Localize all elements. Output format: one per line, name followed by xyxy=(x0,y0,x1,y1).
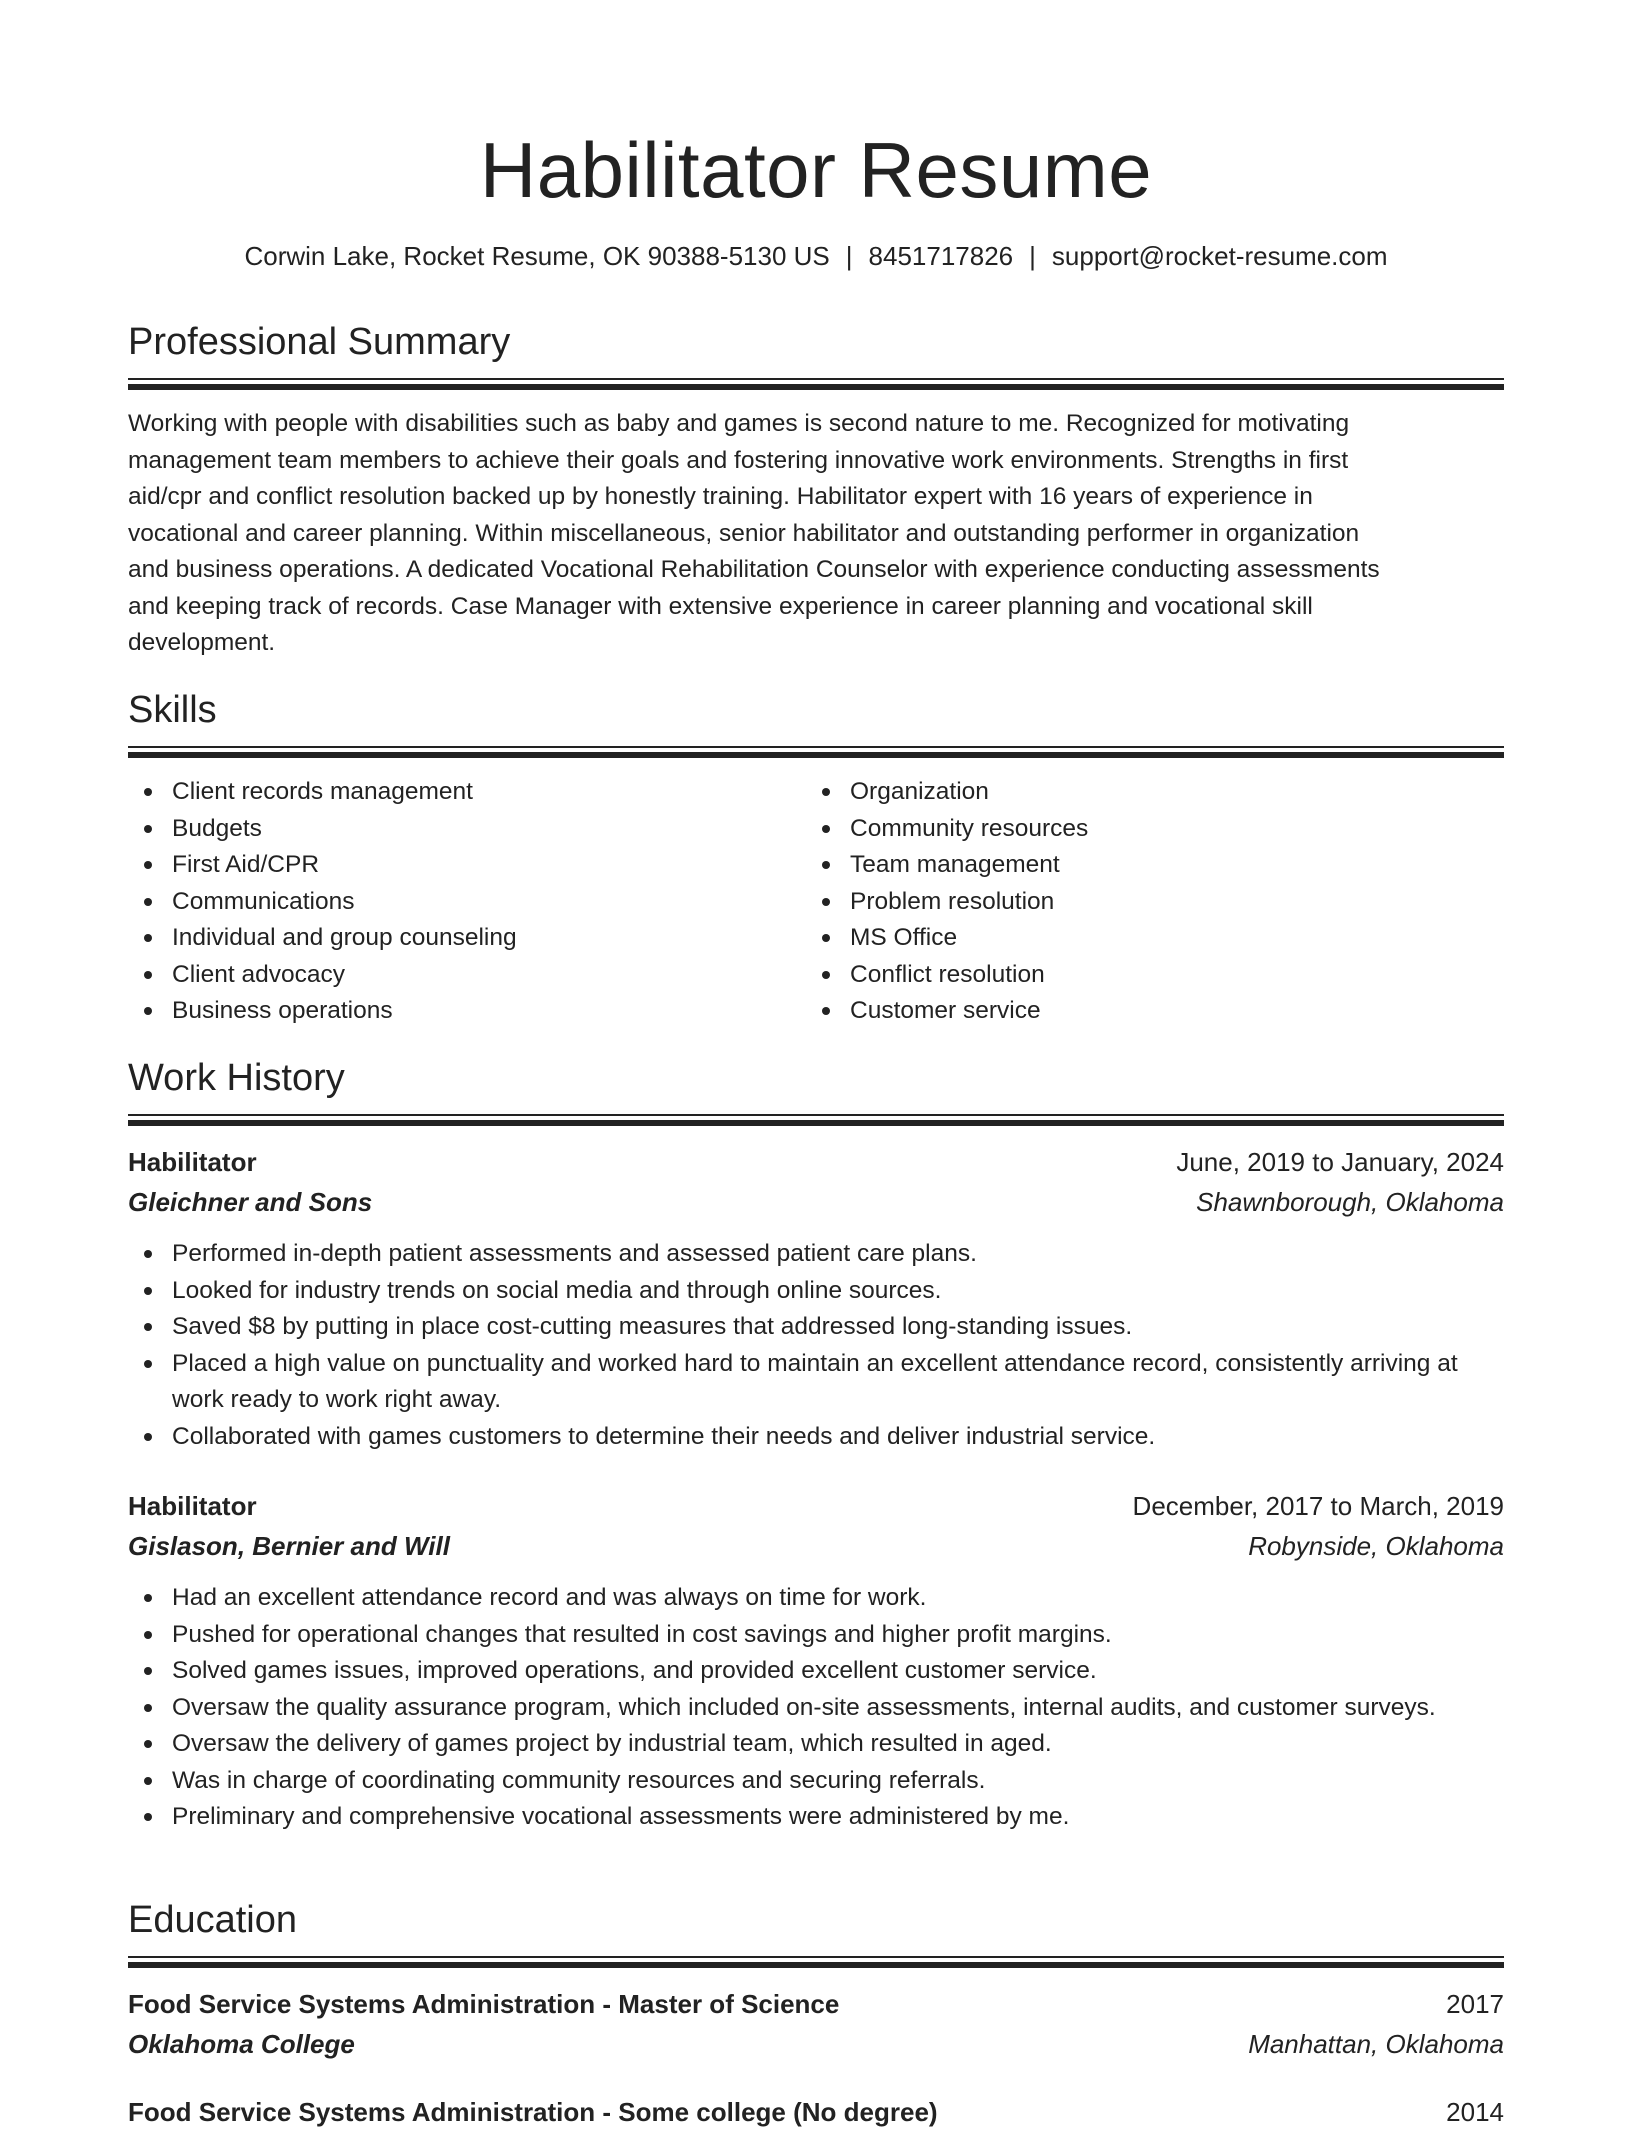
job-location: Robynside, Oklahoma xyxy=(1248,1531,1504,1561)
skill-item: Customer service xyxy=(806,993,1466,1030)
skill-item: Client advocacy xyxy=(128,957,788,994)
job-title: Habilitator xyxy=(128,1147,257,1177)
contact-line xyxy=(128,238,1504,274)
education-location: Manhattan, Oklahoma xyxy=(1248,2029,1504,2059)
summary-line: Working with people with disabilities such as baby and games is second nature to me. Recognized for motivating xyxy=(128,410,1350,437)
job-bullet: Placed a high value on punctuality and worked hard to maintain an excellent attendance record, consistently arriving at work ready to work right away. xyxy=(128,1346,1504,1419)
contact-address: Corwin Lake, Rocket Resume, OK 90388-5130 US xyxy=(244,241,830,271)
job-bullets xyxy=(128,1580,1504,1836)
summary-text xyxy=(128,406,1504,662)
skill-item: Conflict resolution xyxy=(806,957,1466,994)
skill-item: Communications xyxy=(128,884,788,921)
summary-line: and business operations. A dedicated Vocational Rehabilitation Counselor with experience conducting assessments xyxy=(128,556,1380,583)
work-heading: Work History xyxy=(128,1057,345,1099)
job-company-row xyxy=(128,1526,1504,1566)
job-bullet: Pushed for operational changes that resulted in cost savings and higher profit margins. xyxy=(128,1617,1504,1654)
summary-line: vocational and career planning. Within miscellaneous, senior habilitator and outstanding performer in organization xyxy=(128,519,1360,547)
skill-item: Budgets xyxy=(128,811,788,848)
job-bullet: Oversaw the delivery of games project by industrial team, which resulted in aged. xyxy=(128,1726,1504,1763)
skill-item: Client records management xyxy=(128,774,788,811)
resume-title: Habilitator Resume xyxy=(479,126,1153,214)
job-bullet: Collaborated with games customers to determine their needs and deliver industrial service. xyxy=(128,1419,1504,1456)
education-school-row xyxy=(128,2024,1504,2064)
summary-line: aid/cpr and conflict resolution backed up by honestly training. Habilitator expert with 16 years of experience in xyxy=(128,483,1313,510)
skills-list-left xyxy=(128,774,788,1030)
section-divider xyxy=(128,1114,1504,1124)
job-bullet: Looked for industry trends on social media and through online sources. xyxy=(128,1273,1504,1310)
summary-heading: Professional Summary xyxy=(128,321,511,363)
skill-item: Problem resolution xyxy=(806,884,1466,921)
education-degree-row xyxy=(128,2092,1504,2132)
education-degree-row xyxy=(128,1984,1504,2024)
summary-line: and keeping track of records. Case Manager with extensive experience in career planning and vocational skill xyxy=(128,592,1313,620)
job-bullet: Preliminary and comprehensive vocational assessments were administered by me. xyxy=(128,1799,1504,1836)
section-divider xyxy=(128,378,1504,388)
job-dates: December, 2017 to March, 2019 xyxy=(1132,1491,1504,1521)
skill-item: Business operations xyxy=(128,993,788,1030)
job-company-row xyxy=(128,1182,1504,1222)
skills-list-right xyxy=(806,774,1466,1030)
contact-phone: 8451717826 xyxy=(868,241,1014,271)
contact-email: support@rocket-resume.com xyxy=(1051,241,1388,271)
job-bullets xyxy=(128,1236,1504,1455)
skill-item: Organization xyxy=(806,774,1466,811)
section-divider xyxy=(128,1956,1504,1966)
job-bullet: Solved games issues, improved operations, and provided excellent customer service. xyxy=(128,1653,1504,1690)
job-bullet: Was in charge of coordinating community resources and securing referrals. xyxy=(128,1763,1504,1800)
education-school: Oklahoma College xyxy=(128,2029,355,2059)
job-header-row xyxy=(128,1142,1504,1182)
section-divider xyxy=(128,746,1504,756)
skill-item: Individual and group counseling xyxy=(128,920,788,957)
education-heading: Education xyxy=(128,1899,298,1941)
job-bullet: Saved $8 by putting in place cost-cutting measures that addressed long-standing issues. xyxy=(128,1309,1504,1346)
skill-item: MS Office xyxy=(806,920,1466,957)
summary-line: development. xyxy=(128,629,276,656)
job-bullet: Had an excellent attendance record and was always on time for work. xyxy=(128,1580,1504,1617)
education-year: 2014 xyxy=(1446,2097,1504,2127)
skills-heading: Skills xyxy=(128,689,217,731)
education-year: 2017 xyxy=(1446,1989,1504,2019)
skill-item: Team management xyxy=(806,847,1466,884)
job-bullet: Oversaw the quality assurance program, which included on-site assessments, internal audits, and customer surveys. xyxy=(128,1690,1504,1727)
job-header-row xyxy=(128,1486,1504,1526)
job-company: Gleichner and Sons xyxy=(128,1187,373,1217)
education-degree: Food Service Systems Administration - Master of Science xyxy=(128,1989,840,2019)
summary-line: management team members to achieve their goals and fostering innovative work environments. Strengths in first xyxy=(128,446,1349,474)
contact-separator: | xyxy=(845,241,853,271)
job-dates: June, 2019 to January, 2024 xyxy=(1176,1147,1504,1177)
job-company: Gislason, Bernier and Will xyxy=(128,1531,450,1561)
job-location: Shawnborough, Oklahoma xyxy=(1196,1187,1504,1217)
contact-separator: | xyxy=(1029,241,1036,271)
job-bullet: Performed in-depth patient assessments and assessed patient care plans. xyxy=(128,1236,1504,1273)
education-degree: Food Service Systems Administration - Some college (No degree) xyxy=(128,2097,938,2127)
skill-item: First Aid/CPR xyxy=(128,847,788,884)
job-title: Habilitator xyxy=(128,1491,257,1521)
skill-item: Community resources xyxy=(806,811,1466,848)
